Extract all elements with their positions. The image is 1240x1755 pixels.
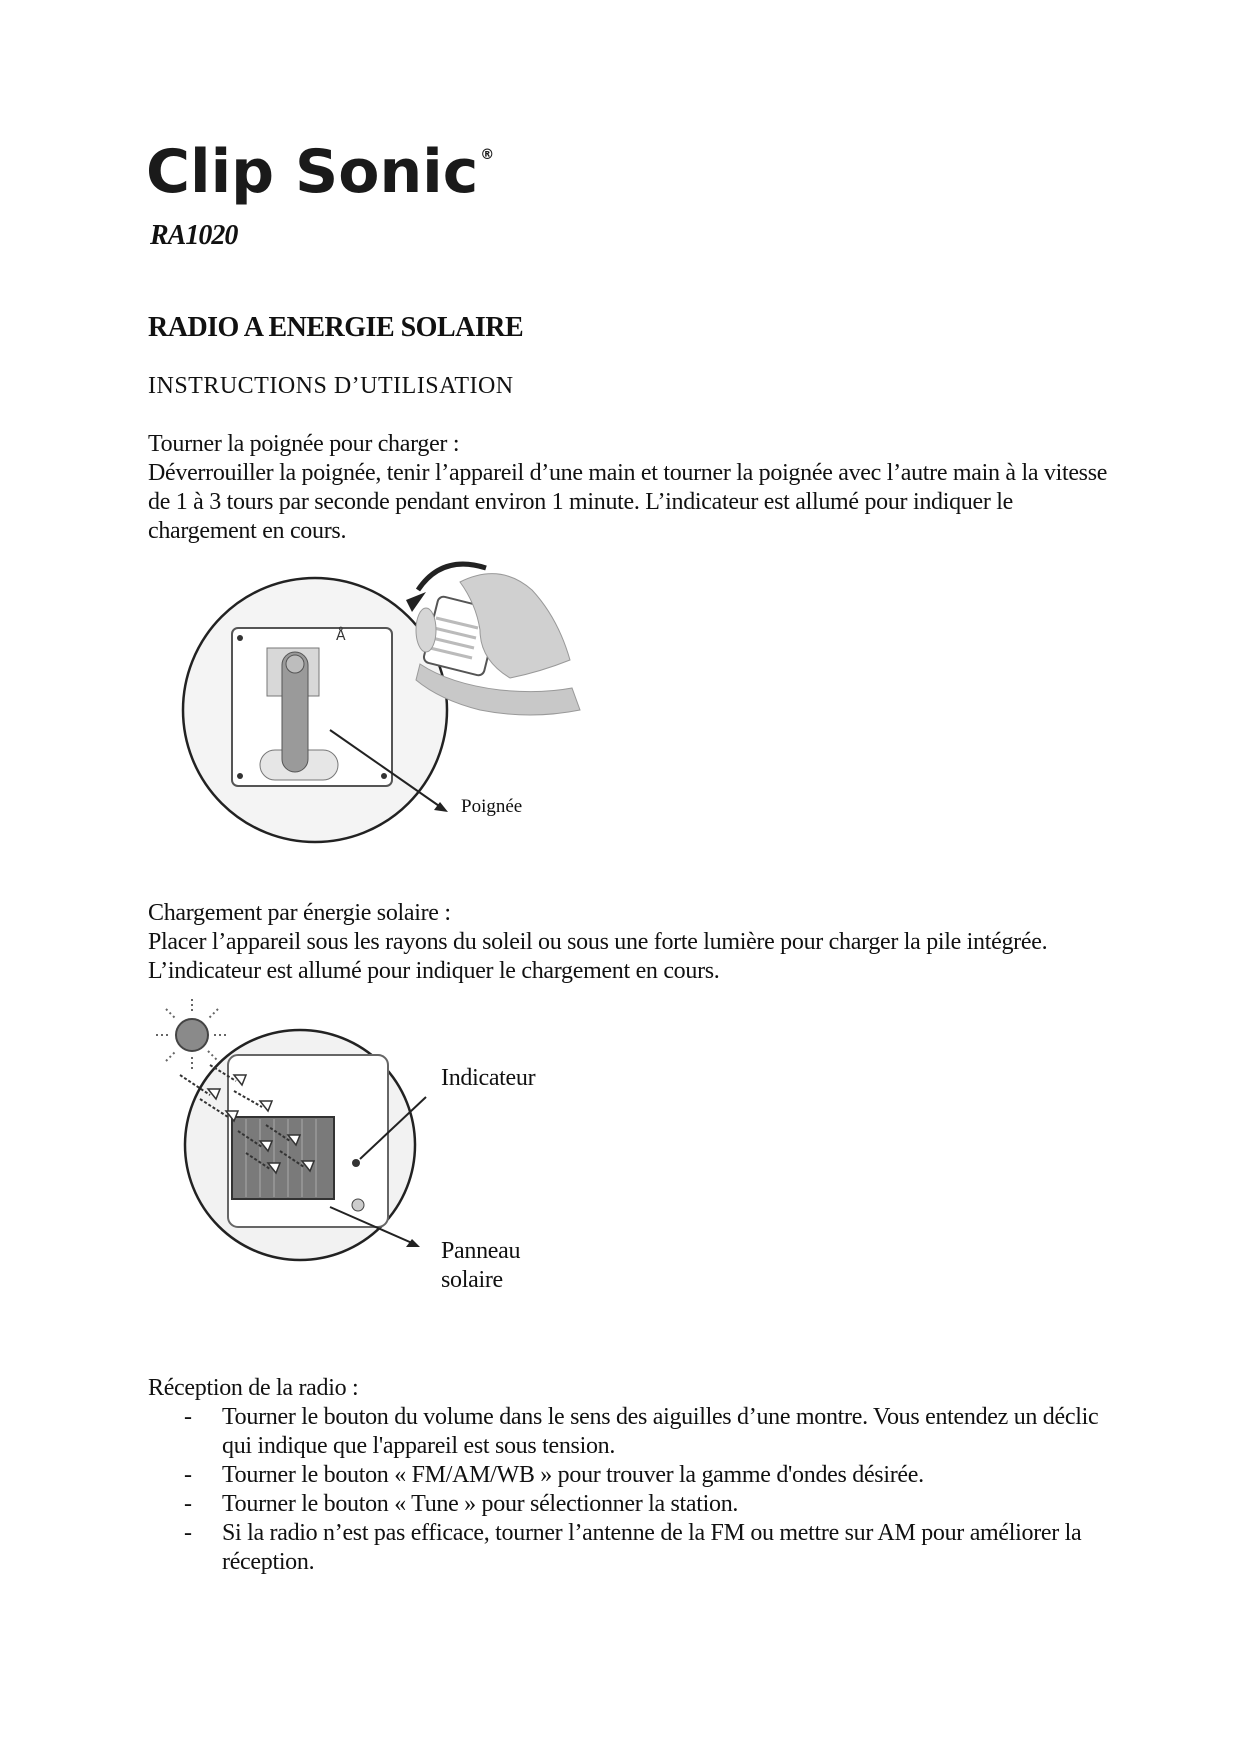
list-item: - Si la radio n’est pas efficace, tourner l’antenne de la FM ou mettre sur AM pour améliorer la réception. [184,1520,1082,1575]
solar-figure [150,995,570,1275]
solar-section [148,899,1108,986]
sun-icon [156,999,228,1071]
solar-panel-label-line2: solaire [441,1267,503,1293]
registered-mark: ® [480,147,495,163]
document-title: RADIO A ENERGIE SOLAIRE [148,312,524,343]
crank-section [148,430,1108,546]
radio-heading: Réception de la radio : [148,1375,359,1401]
document-subtitle: INSTRUCTIONS D’UTILISATION [148,373,514,399]
solar-panel-label [441,1237,520,1295]
svg-text:Å: Å [336,628,346,644]
crank-body: Déverrouiller la poignée, tenir l’appareil d’une main et tourner la poignée avec l’autre main à la vitesse de 1 à 3 tours par seconde pendant environ 1 minute. L’indicateur est allumé pour indiquer le chargement en cours. [148,460,1108,544]
brand-logo [146,137,495,207]
list-item: - Tourner le bouton « FM/AM/WB » pour trouver la gamme d'ondes désirée. [184,1462,924,1488]
list-item: - Tourner le bouton du volume dans le sens des aiguilles d’une montre. Vous entendez un déclic qui indique que l'appareil est sous tension. [184,1404,1099,1459]
solar-panel [232,1117,334,1199]
radio-instructions-list [148,1403,1108,1577]
list-item: - Tourner le bouton « Tune » pour sélectionner la station. [184,1491,739,1517]
model-number: RA1020 [150,220,238,251]
indicator-label: Indicateur [441,1065,536,1091]
solar-body: Placer l’appareil sous les rayons du soleil ou sous une forte lumière pour charger la pile intégrée. L’indicateur est allumé pour indiquer le chargement en cours. [148,929,1048,984]
solar-panel-label-line1: Panneau [441,1238,521,1264]
indicator-led [352,1159,360,1167]
crank-figure [180,560,600,850]
crank-heading: Tourner la poignée pour charger : [148,431,460,457]
crank-figure-label: Poignée [461,796,523,817]
brand-name: Clip Sonic [146,137,479,207]
solar-heading: Chargement par énergie solaire : [148,900,451,926]
